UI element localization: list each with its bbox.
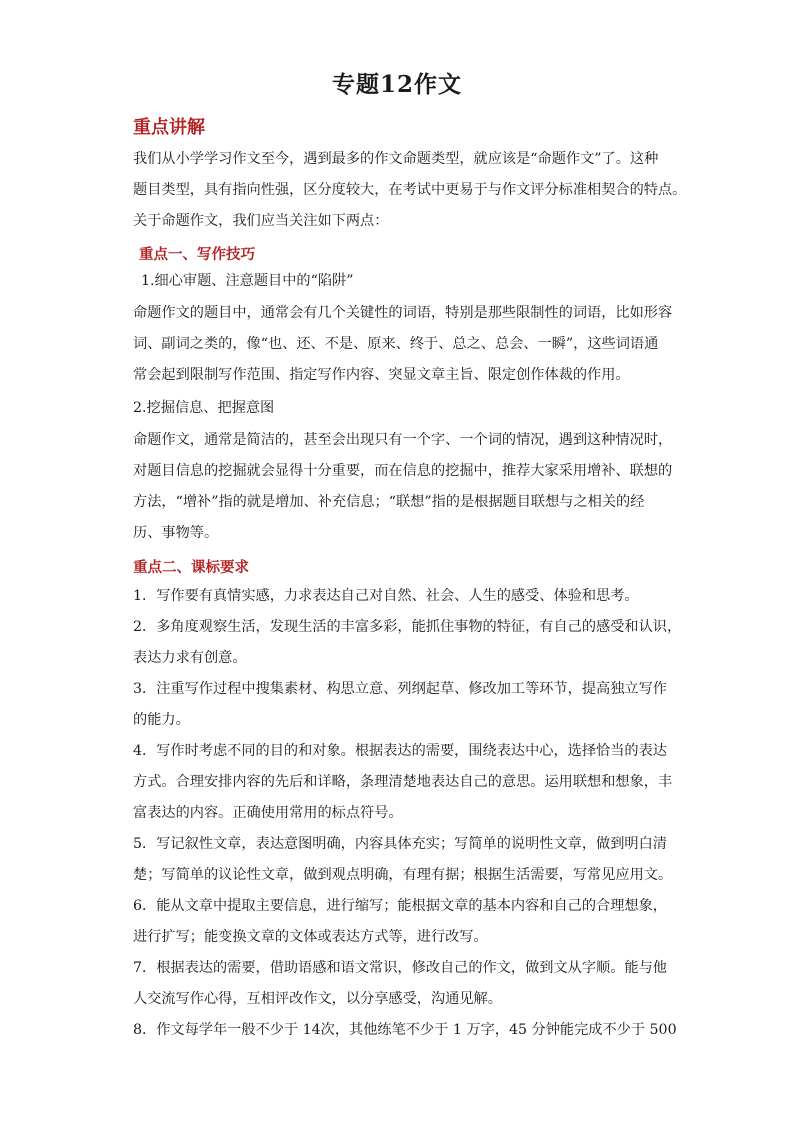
item1-title [141,266,681,297]
item2-paragraph [133,425,673,549]
requirement-line: 1．写作要有真情实感，力求表达自己对自然、社会、人生的感受、体验和思考。 [133,588,639,604]
requirement-line: 进行扩写；能变换文章的文体或表达方式等，进行改写。 [133,929,488,945]
item2-title-text: 2.挖掘信息、把握意图 [133,400,275,416]
requirement-line: 2．多角度观察生活，发现生活的丰富多彩，能抓住事物的特征，有自己的感受和认识， [133,619,682,635]
item1-line: 词、副词之类的，像“也、还、不是、原来、终于、总之、总会、一瞬”，这些词语通 [133,336,659,352]
requirement-line: 4．写作时考虑不同的目的和对象。根据表达的需要，围绕表达中心，选择恰当的表达 [133,743,667,759]
requirement-line: 3．注重写作过程中搜集素材、构思立意、列纲起草、修改加工等环节，提高独立写作 [133,681,667,697]
item2-line: 历、事物等。 [133,525,219,541]
section-heading-key-points: 重点讲解 [133,117,205,138]
requirement-line: 7．根据表达的需要，借助语感和语文常识，修改自己的作文，做到文从字顺。能与他 [133,960,667,976]
requirement-line: 富表达的内容。正确使用常用的标点符号。 [133,805,403,821]
item2-line: 方法，“增补”指的就是增加、补充信息；“联想”指的是根据题目联想与之相关的经 [133,494,645,510]
requirement-line: 8．作文每学年一般不少于 14次，其他练笔不少于 1 万字，45 分钟能完成不少于 500 [133,1022,677,1038]
intro-line: 题目类型，具有指向性强，区分度较大，在考试中更易于与作文评分标准相契合的特点。 [133,182,687,198]
requirement-line: 方式。合理安排内容的先后和详略，条理清楚地表达自己的意思。运用联想和想象，丰 [133,774,673,790]
document-title: 专题12作文 [331,71,462,98]
item1-line: 常会起到限制写作范围、指定写作内容、突显文章主旨、限定创作体裁的作用。 [133,367,630,383]
intro-line: 我们从小学学习作文至今，遇到最多的作文命题类型，就应该是“命题作文”了。这种 [133,151,659,167]
item1-title-text: 1.细心审题、注意题目中的“陷阱” [141,273,354,289]
requirement-line: 6．能从文章中提取主要信息，进行缩写；能根据文章的基本内容和自己的合理想象， [133,898,667,914]
intro-line: 关于命题作文，我们应当关注如下两点： [133,213,389,229]
section-heading-writing-skills: 重点一、写作技巧 [139,246,255,263]
requirement-line: 5．写记叙性文章，表达意图明确，内容具体充实；写简单的说明性文章，做到明白清 [133,836,667,852]
item2-line: 对题目信息的挖掘就会显得十分重要，而在信息的挖掘中，推荐大家采用增补、联想的 [133,463,673,479]
requirements-list [133,581,682,1046]
item1-paragraph [133,298,673,391]
requirement-line: 表达力求有创意。 [133,650,247,666]
item1-line: 命题作文的题目中，通常会有几个关键性的词语，特别是那些限制性的词语，比如形容 [133,305,673,321]
section-heading-curriculum: 重点二、课标要求 [133,559,249,576]
requirement-line: 人交流写作心得，互相评改作文，以分享感受，沟通见解。 [133,991,502,1007]
item2-line: 命题作文，通常是简洁的，甚至会出现只有一个字、一个词的情况，遇到这种情况时， [133,432,673,448]
requirement-line: 的能力。 [133,712,190,728]
requirement-line: 楚；写简单的议论性文章，做到观点明确，有理有据；根据生活需要，写常见应用文。 [133,867,673,883]
item2-title [133,393,673,424]
intro-paragraph [133,144,687,237]
